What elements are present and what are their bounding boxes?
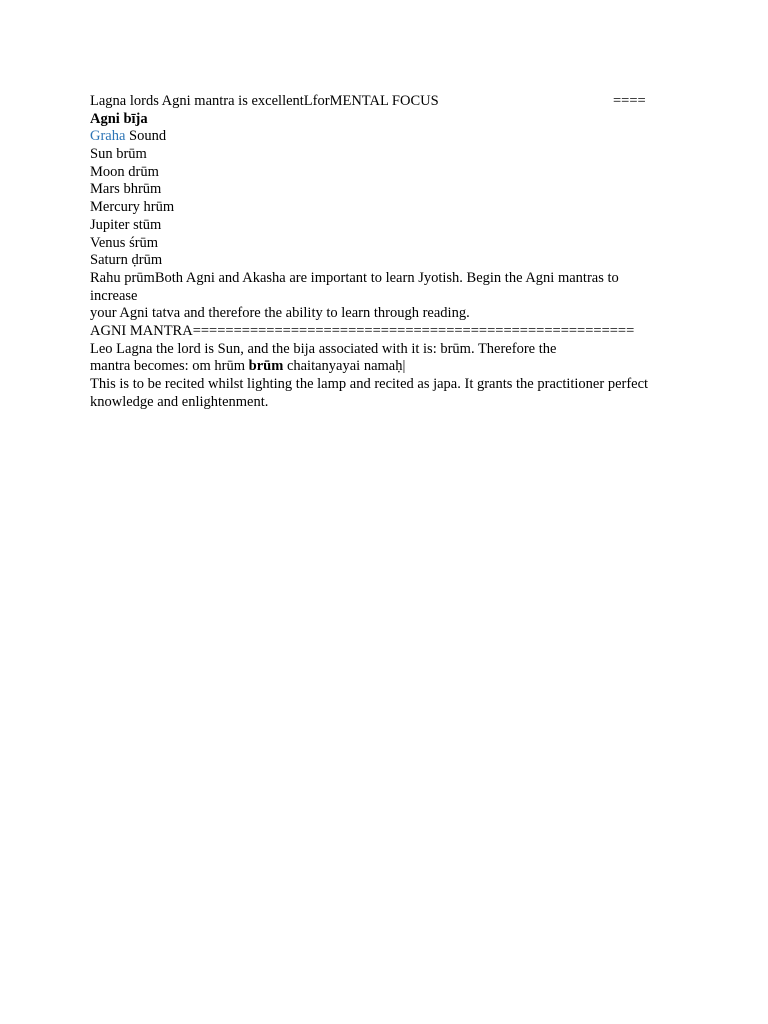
graha-name: Sun: [90, 146, 113, 163]
graha-name: Mars: [90, 181, 120, 198]
graha-row: [90, 146, 680, 164]
graha-link[interactable]: Graha: [90, 128, 126, 145]
header-line: [90, 93, 680, 111]
mantra-prefix: mantra becomes: om hrūm: [90, 358, 249, 375]
graha-sound: stūm: [133, 216, 162, 233]
graha-name: Moon: [90, 163, 125, 180]
paragraph-line: your Agni tatva and therefore the ability to learn through reading.: [90, 305, 470, 322]
paragraph-line: increase: [90, 287, 138, 304]
graha-sound: drūm: [128, 163, 159, 180]
leo-lagna-line: Leo Lagna the lord is Sun, and the bija associated with it is: brūm. Therefore the: [90, 340, 557, 357]
graha-name: Mercury: [90, 199, 140, 216]
graha-sound: ḍrūm: [131, 252, 163, 269]
graha-row: [90, 235, 680, 253]
graha-sound: bhrūm: [123, 181, 162, 198]
graha-row: [90, 164, 680, 182]
mantra-line: [90, 358, 680, 376]
graha-name: Jupiter: [90, 216, 130, 233]
table-header: [90, 128, 680, 146]
closing-line: This is to be recited whilst lighting the lamp and recited as japa. It grants the practitioner perfect: [90, 376, 649, 392]
graha-row: [90, 217, 680, 235]
mantra-bija-bold: brūm: [248, 358, 284, 375]
header-text: Lagna lords Agni mantra is excellentLforMENTAL FOCUS: [90, 93, 439, 109]
header-marks: ====: [613, 93, 646, 109]
graha-row: [90, 181, 680, 199]
graha-name: Venus: [90, 234, 126, 251]
graha-name: Saturn: [90, 252, 128, 269]
paragraph-line: Rahu prūmBoth Agni and Akasha are important to learn Jyotish. Begin the Agni mantras to: [90, 269, 619, 286]
graha-sound: śrūm: [129, 234, 159, 251]
graha-sound: brūm: [116, 146, 147, 163]
closing-line: knowledge and enlightenment.: [90, 393, 269, 410]
graha-row: [90, 252, 680, 270]
section-heading: Agni bīja: [90, 110, 148, 127]
mantra-suffix: chaitanyayai namaḥ|: [283, 358, 406, 375]
agni-mantra-line: AGNI MANTRA======================================================: [90, 322, 635, 339]
graha-sound: hrūm: [143, 199, 175, 216]
graha-row: [90, 199, 680, 217]
sound-header: Sound: [129, 128, 167, 145]
document-body: [90, 93, 680, 411]
